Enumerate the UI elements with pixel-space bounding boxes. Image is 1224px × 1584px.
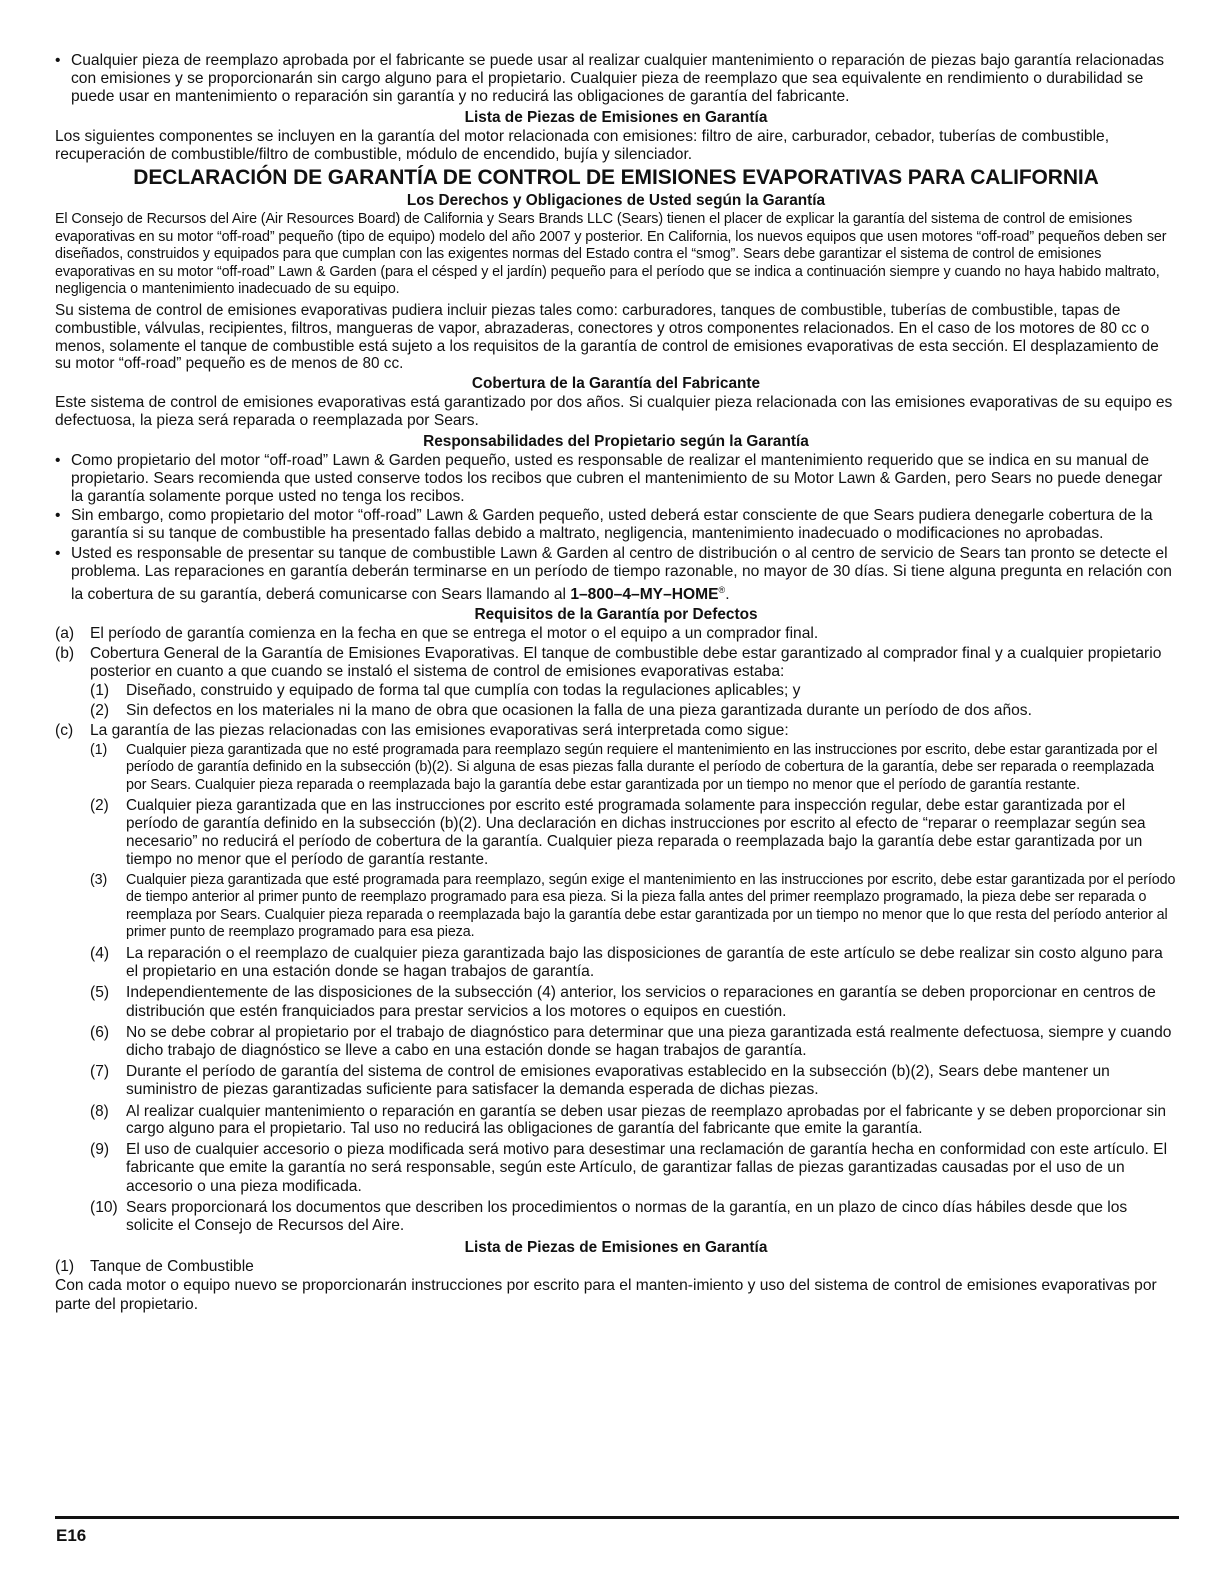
bullet-marker: • [55, 52, 61, 69]
owner-bullet-3 [55, 545, 1177, 605]
page-number: E16 [56, 1526, 87, 1545]
requirement-c-6 [90, 1024, 1177, 1060]
requirement-c-3-text: Cualquier pieza garantizada que esté programada para reemplazo, según exige el mantenimiento en las instrucciones por escrito, debe estar garantizada por el período de tiempo anterior al primer punto de reemplazo programado para esa pieza. Si la pieza falla antes del primer reemplazo programado, la pieza debe ser reparada o reemplaza por Sears. Cualquier pieza reparada o reemplazada bajo la garantía debe estar garantizada por un tiempo no menor que lo que resta del período anterior al primer punto de reemplazo programado para esa pieza. [126, 871, 1176, 941]
parts-list-2-item [55, 1258, 1177, 1276]
parts-list-text: Los siguientes componentes se incluyen en la garantía del motor relacionada con emisiones: filtro de aire, carburador, cebador, tuberías de combustible, recuperación de combustible/filtro de combustible, módulo de encendido, bujía y silenciador. [55, 127, 1110, 163]
section-heading-rights: Los Derechos y Obligaciones de Usted según la Garantía [406, 192, 826, 210]
requirement-b [55, 645, 1177, 681]
requirement-c-5-text: Independientemente de las disposiciones de la subsección (4) anterior, los servicios o reparaciones en garantía se deben proporcionar en centros de distribución que estén franquiciados para prestar servicios a los motores o equipos en cuestión. [126, 984, 1156, 1020]
requirement-c-5 [90, 984, 1177, 1020]
parts-list-2-text: Con cada motor o equipo nuevo se proporcionarán instrucciones por escrito para el manten-imiento y uso del sistema de control de emisiones evaporativas por parte del propietario. [55, 1277, 1157, 1313]
list-marker: (2) [90, 797, 109, 815]
list-marker: (a) [55, 625, 75, 643]
list-marker: (2) [90, 702, 110, 720]
list-marker: (3) [90, 871, 108, 888]
coverage-text: Este sistema de control de emisiones evaporativas está garantizado por dos años. Si cualquier pieza relacionada con las emisiones evaporativas de su equipo es defectuosa, la pieza será reparada o reemplazada por Sears. [55, 394, 1173, 430]
section-heading-parts-list: Lista de Piezas de Emisiones en Garantía [464, 108, 768, 126]
owner-bullet-1 [55, 452, 1177, 507]
parts-list-2-item-text: Tanque de Combustible [90, 1258, 254, 1276]
requirement-c-9 [90, 1141, 1177, 1196]
requirement-c-4-text: La reparación o el reemplazo de cualquier pieza garantizada bajo las disposiciones de garantía de este artículo se debe realizar sin costo alguno para el propietario en una estación donde se hagan trabajos de garantía. [126, 944, 1163, 981]
requirement-b-2 [90, 702, 1177, 720]
list-marker: (1) [90, 682, 110, 699]
list-marker: (8) [90, 1102, 109, 1120]
requirement-c-text: La garantía de las piezas relacionadas con las emisiones evaporativas será interpretada como sigue: [90, 722, 789, 740]
bullet-marker: • [55, 507, 61, 525]
document-title: DECLARACIÓN DE GARANTÍA DE CONTROL DE EMISIONES EVAPORATIVAS PARA CALIFORNIA [133, 166, 1099, 190]
owner-bullet-2 [55, 507, 1177, 543]
bullet-marker: • [55, 451, 61, 469]
requirement-a-text: El período de garantía comienza en la fecha en que se entrega el motor o el equipo a un comprador final. [90, 625, 819, 643]
section-heading-owner: Responsabilidades del Propietario según la Garantía [423, 432, 809, 450]
list-marker: (5) [90, 984, 110, 1002]
rights-paragraph-2: Su sistema de control de emisiones evaporativas pudiera incluir piezas tales como: carburadores, tanques de combustible, tuberías de combustible, tapas de combustible, válvulas, recipientes, filtros, mangueras de vapor, abrazaderas, conectores y otros componentes relacionados. En el caso de los motores de 80 cc o menos, solamente el tanque de combustible está sujeto a los requisitos de la garantía de control de emisiones evaporativas de esta sección. El desplazamiento de su motor “off-road” pequeño es de menos de 80 cc. [55, 301, 1159, 373]
registered-mark: ® [718, 585, 726, 595]
requirement-c [55, 722, 1177, 740]
rights-paragraph-1: El Consejo de Recursos del Aire (Air Resources Board) de California y Sears Brands LLC (Sears) tienen el placer de explicar la garantía del sistema de control de emisiones evaporativas en su motor “off-road” pequeño (tipo de equipo) modelo del año 2007 y posterior. En California, los nuevos equipos que usen motores “off-road” pequeños deben ser diseñados, construidos y equipados para que cumplan con las exigentes normas del Estado contra el “smog”. Sears debe garantizar el sistema de control de emisiones evaporativas en su motor “off-road” Lawn & Garden (para el césped y el jardín) pequeño para el período que se indica a continuación siempre y cuando no haya habido maltrato, negligencia o mantenimiento inadecuado de su equipo. [55, 211, 1167, 298]
owner-bullet-3-wrapper [71, 545, 1177, 605]
owner-bullet-3-text: Usted es responsable de presentar su tanque de combustible Lawn & Garden al centro de distribución o al centro de servicio de Sears tan pronto se detecte el problema. Las reparaciones en garantía deberán terminarse en un período de tiempo razonable, no mayor de 30 días. Si tiene alguna pregunta en relación con la cobertura de su garantía, deberá comunicarse con Sears llamando al [71, 544, 1172, 604]
list-marker: (b) [55, 644, 75, 662]
list-marker: (1) [90, 741, 108, 758]
intro-bullet-text: Cualquier pieza de reemplazo aprobada por el fabricante se puede usar al realizar cualquier mantenimiento o reparación de piezas bajo garantía relacionadas con emisiones y se proporcionarán sin cargo alguno para el propietario. Cualquier pieza de reemplazo que sea equivalente en rendimiento o durabilidad se puede usar en mantenimiento o reparación sin garantía y no reducirá las obligaciones de garantía del fabricante. [71, 52, 1165, 106]
requirement-b-text: Cobertura General de la Garantía de Emisiones Evaporativas. El tanque de combustible debe estar garantizado al comprador final y a cualquier propietario posterior en cuanto a que cuando se instaló el sistema de control de emisiones evaporativas estaba: [90, 644, 1162, 680]
requirement-c-4 [90, 945, 1177, 981]
requirement-c-8-text: Al realizar cualquier mantenimiento o reparación en garantía se deben usar piezas de reemplazo aprobadas por el fabricante y se deben proporcionar sin cargo alguno para el propietario. Tal uso no reducirá las obligaciones de garantía del fabricante que emite la garantía. [126, 1102, 1166, 1138]
requirement-c-7 [90, 1063, 1177, 1099]
sears-phone-number: 1–800–4–MY–HOME [570, 586, 719, 604]
list-marker: (6) [90, 1023, 110, 1041]
bullet-marker: • [55, 544, 61, 562]
list-marker: (1) [55, 1258, 75, 1276]
requirement-c-10 [90, 1199, 1177, 1235]
owner-bullet-1-text: Como propietario del motor “off-road” Lawn & Garden pequeño, usted es responsable de realizar el mantenimiento requerido que se indica en su manual de propietario. Sears recomienda que usted conserve todos los recibos que cubren el mantenimiento de su Motor Lawn & Garden, pero Sears no puede denegar la garantía solamente porque usted no tenga los recibos. [71, 451, 1163, 505]
requirement-c-2-text: Cualquier pieza garantizada que en las instrucciones por escrito esté programada solamente para inspección regular, debe estar garantizada por el período de garantía definido en la subsección (b)(2). Una declaración en dichas instrucciones por escrito al efecto de “reparar o reemplazar según sea necesario” no reducirá el período de cobertura de la garantía. Cualquier pieza reparada o reemplazada bajo la garantía debe estar garantizada por un tiempo no menor que el período de garantía restante. [126, 797, 1146, 868]
requirement-c-7-text: Durante el período de garantía del sistema de control de emisiones evaporativas establecido en la subsección (b)(2), Sears debe mantener un suministro de piezas garantizadas suficiente para satisfacer la demanda esperada de dichas piezas. [126, 1063, 1110, 1099]
requirement-c-2 [90, 797, 1177, 868]
requirement-b-2-text: Sin defectos en los materiales ni la mano de obra que ocasionen la falla de una pieza garantizada durante un período de dos años. [126, 702, 1032, 720]
requirement-c-9-text: El uso de cualquier accesorio o pieza modificada será motivo para desestimar una reclamación de garantía hecha en conformidad con este artículo. El fabricante que emite la garantía no será responsable, según este Artículo, de garantizar fallas de piezas garantizadas causadas por el uso de un accesorio o una pieza modificada. [126, 1141, 1168, 1195]
list-marker: (4) [90, 944, 110, 962]
section-heading-parts-list-2: Lista de Piezas de Emisiones en Garantía [464, 1239, 768, 1257]
footer-rule [55, 1516, 1179, 1519]
list-marker: (9) [90, 1141, 110, 1159]
requirement-c-3 [90, 872, 1177, 942]
requirement-c-10-text: Sears proporcionará los documentos que describen los procedimientos o normas de la garantía, en un plazo de cinco días hábiles desde que los solicite el Consejo de Recursos del Aire. [126, 1198, 1128, 1234]
requirement-a [55, 625, 1177, 643]
section-heading-requirements: Requisitos de la Garantía por Defectos [474, 606, 758, 624]
list-marker: (10) [90, 1198, 118, 1216]
sentence-end: . [725, 586, 730, 604]
requirement-c-1 [90, 742, 1177, 795]
owner-bullet-2-text: Sin embargo, como propietario del motor “off-road” Lawn & Garden pequeño, usted deberá estar consciente de que Sears pudiera denegarle cobertura de la garantía si su tanque de combustible ha presentado fallas debido a maltrato, negligencia, mantenimiento inadecuado o modificaciones no aprobadas. [71, 507, 1153, 543]
intro-bullet [55, 52, 1177, 107]
requirement-b-1 [90, 682, 1177, 700]
list-marker: (c) [55, 722, 74, 740]
section-heading-coverage: Cobertura de la Garantía del Fabricante [471, 375, 761, 393]
requirement-c-6-text: No se debe cobrar al propietario por el trabajo de diagnóstico para determinar que una pieza garantizada está realmente defectuosa, siempre y cuando dicho trabajo de diagnóstico se lleve a cabo en una estación donde se hagan trabajos de garantía. [126, 1023, 1172, 1059]
requirement-c-1-text: Cualquier pieza garantizada que no esté programada para reemplazo según requiere el mantenimiento en las instrucciones por escrito, debe estar garantizada por el período de garantía definido en la subsección (b)(2). Si alguna de esas piezas falla durante el período de cobertura de la garantía, debe ser reparada o reemplazada por Sears. Cualquier pieza reparada o reemplazada bajo la garantía debe estar garantizada por un tiempo no menor que el período de garantía restante. [126, 741, 1158, 793]
document-page [55, 52, 1177, 1314]
list-marker: (7) [90, 1063, 110, 1081]
requirement-b-1-text: Diseñado, construido y equipado de forma tal que cumplía con todas la regulaciones aplicables; y [126, 682, 801, 699]
requirement-c-8 [90, 1103, 1177, 1139]
